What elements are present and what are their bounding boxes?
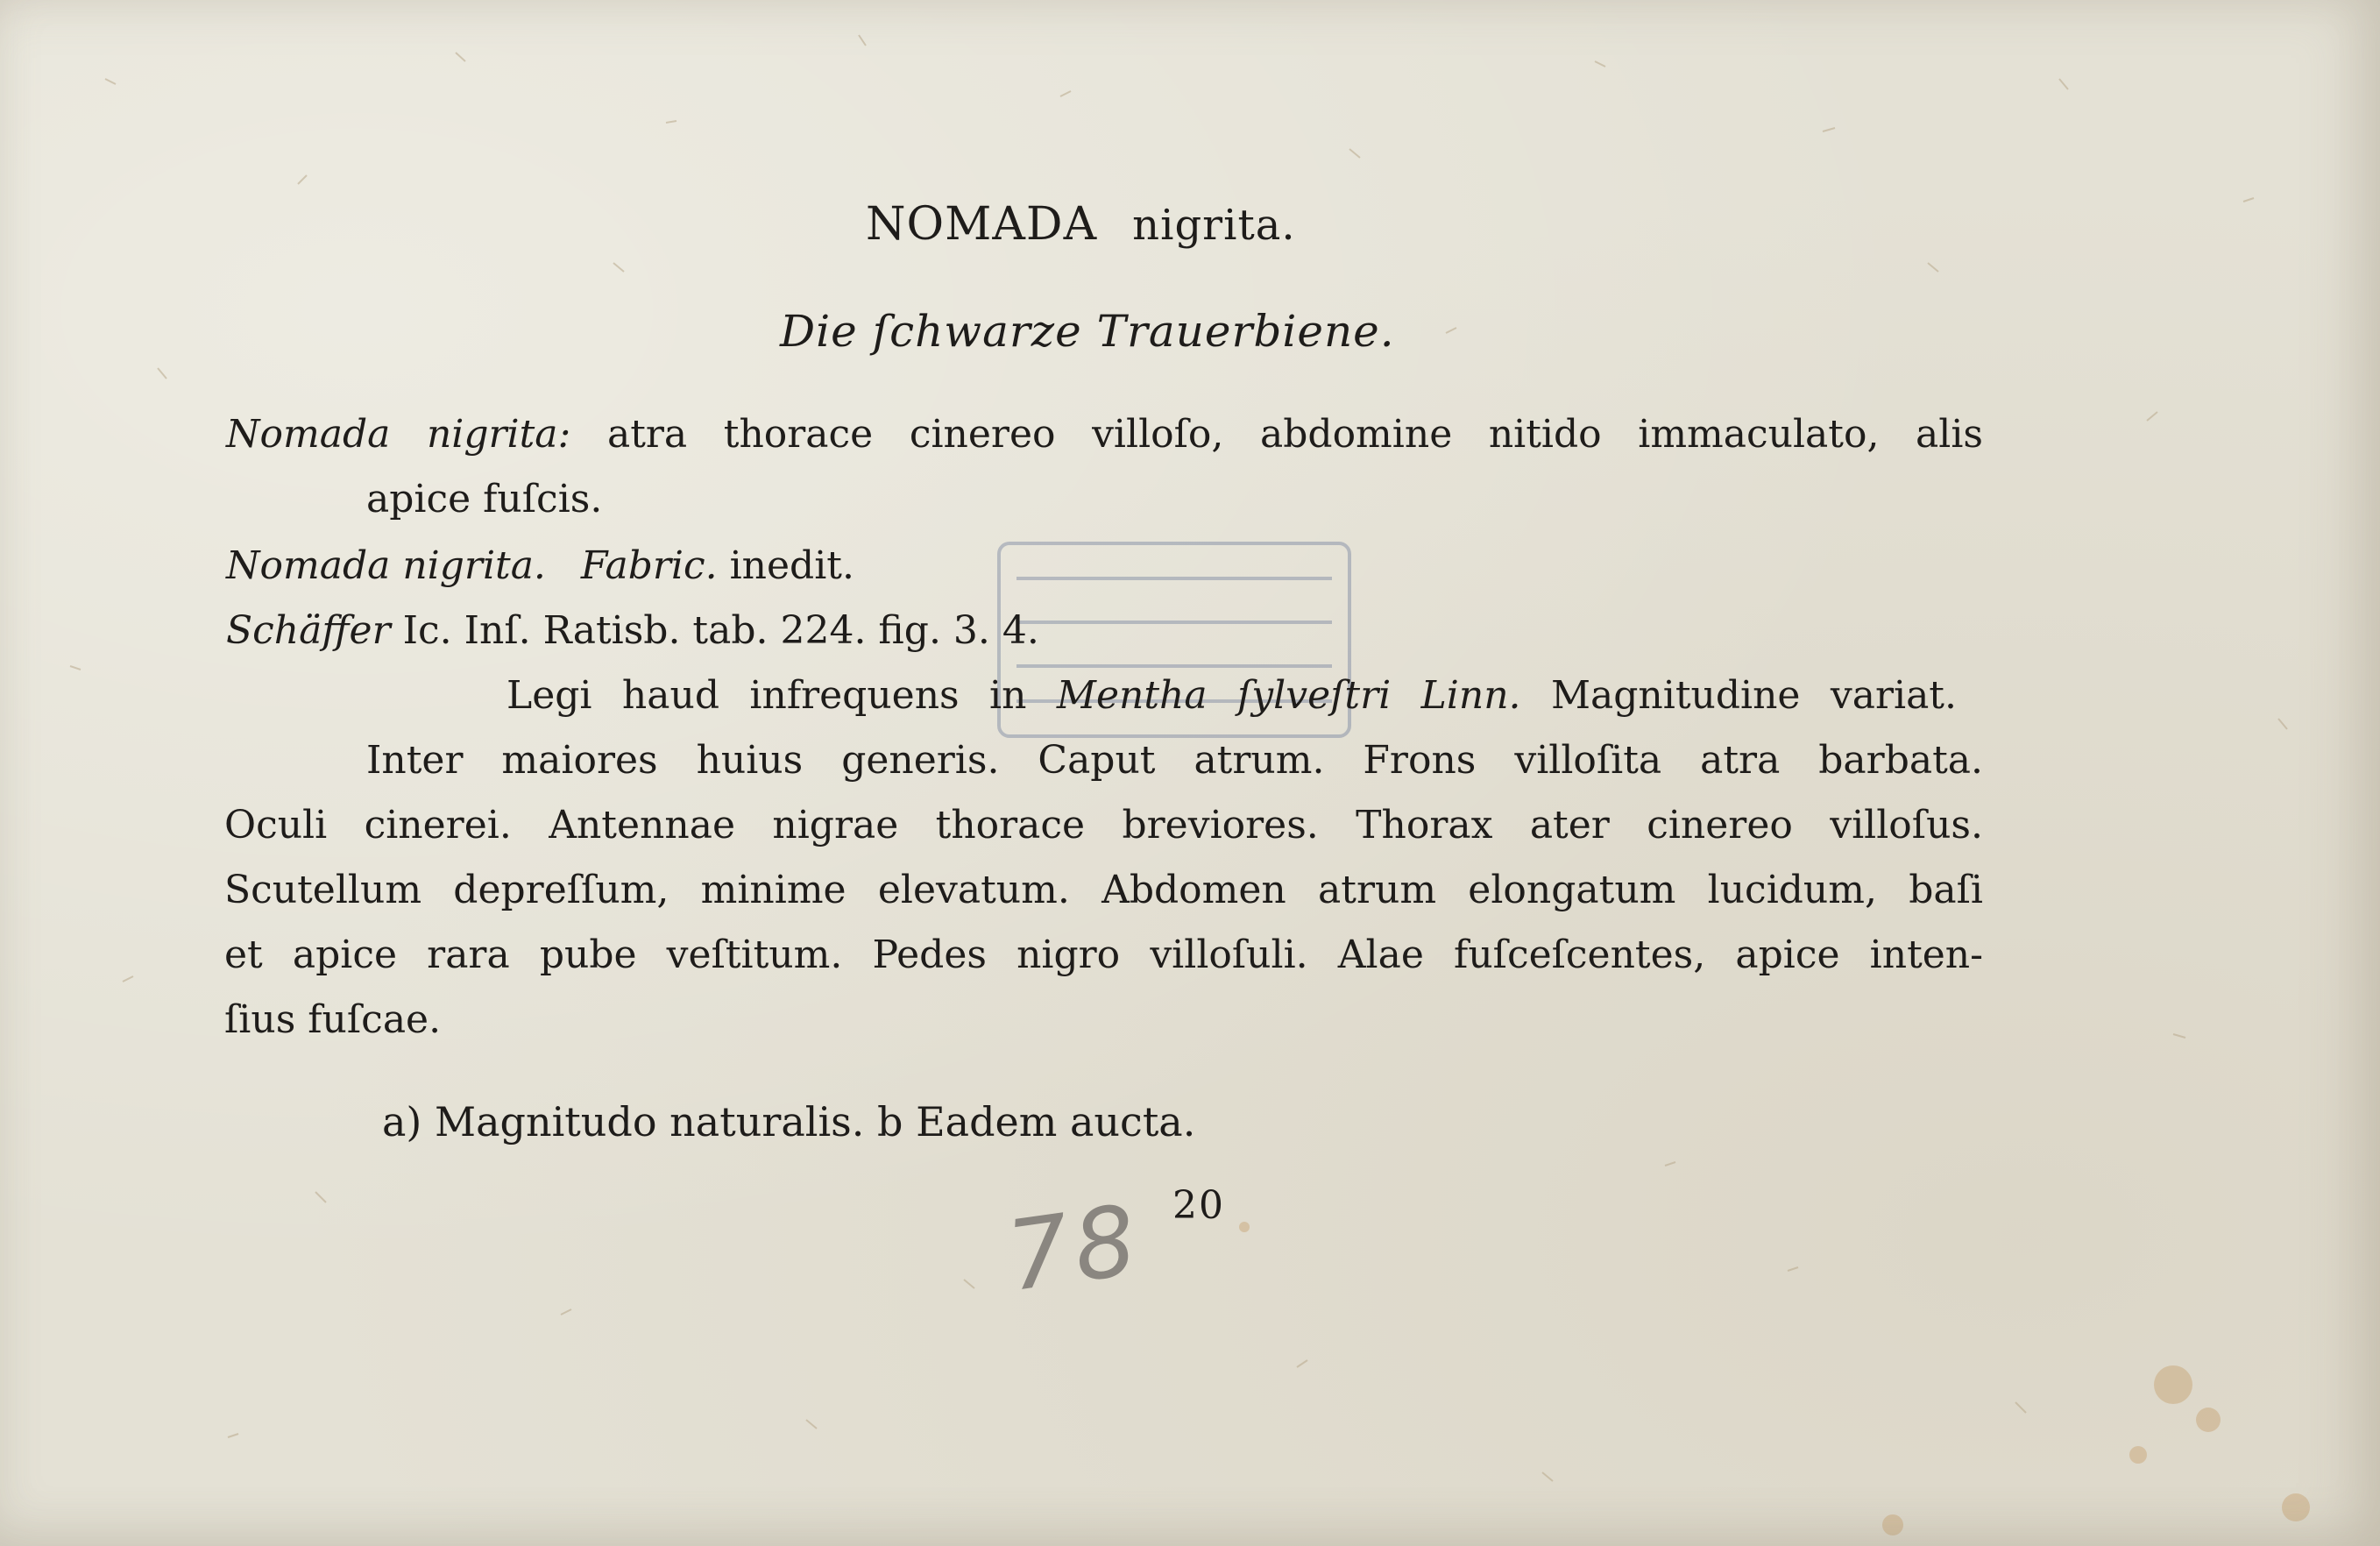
body-plant-name: Mentha ſylveſtri Linn. bbox=[1056, 673, 1521, 718]
reference-species-name: Nomada nigrita. bbox=[226, 543, 546, 588]
handwritten-number: 78 bbox=[1000, 1183, 1149, 1313]
diagnosis-species-name: Nomada nigrita: bbox=[226, 412, 571, 457]
body-line-1-end: Magnitudine variat. bbox=[1550, 673, 1957, 718]
body-line-5: et apice rara pube veſtitum. Pedes nigro villoſuli. Alae fuſceſcentes, apice inten- bbox=[224, 933, 1983, 977]
body-line-2: Inter maiores huius generis. Caput atrum. Frons villoſita atra barbata. bbox=[366, 738, 1983, 783]
page-title bbox=[866, 200, 1296, 250]
page-number: 20 bbox=[1172, 1183, 1225, 1228]
diagnosis-line-2: apice fuſcis. bbox=[366, 477, 603, 521]
figure-caption: a) Magnitudo naturalis. b Eadem aucta. bbox=[382, 1098, 1196, 1145]
body-line-4: Scutellum depreſſum, minime elevatum. Abdomen atrum elongatum lucidum, baſi bbox=[224, 868, 1983, 912]
body-line-1 bbox=[506, 671, 1957, 720]
reference-author: Fabric. bbox=[580, 543, 718, 588]
title-genus: NOMADA bbox=[866, 198, 1098, 251]
body-line-3: Oculi cinerei. Antennae nigrae thorace breviores. Thorax ater cinereo villoſus. bbox=[224, 803, 1983, 847]
diagnosis-line-1 bbox=[226, 410, 1983, 459]
body-line-6: ſius fuſcae. bbox=[224, 997, 442, 1042]
title-species: nigrita. bbox=[1132, 201, 1296, 250]
reference-schaeffer bbox=[226, 606, 1039, 656]
reference-author-schaeffer: Schäffer bbox=[226, 608, 391, 653]
page-subtitle: Die ſchwarze Trauerbiene. bbox=[780, 306, 1395, 357]
diagnosis-text: atra thorace cinereo villoſo, abdomine nitido immaculato, alis bbox=[606, 412, 1984, 457]
body-line-1-start: Legi haud infrequens in bbox=[506, 673, 1027, 718]
reference-note: inedit. bbox=[729, 543, 854, 588]
reference-fabricius bbox=[226, 542, 854, 591]
reference-citation: Ic. Inſ. Ratisb. tab. 224. fig. 3. 4. bbox=[402, 608, 1039, 653]
